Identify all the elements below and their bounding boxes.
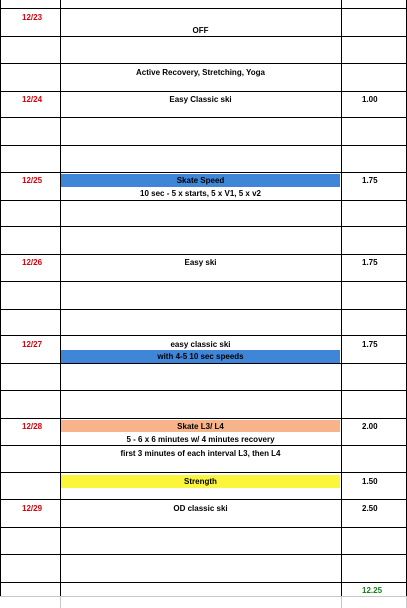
hours-cell[interactable]: 2.50	[362, 504, 378, 513]
row-border	[0, 8, 407, 9]
row-border	[0, 418, 407, 419]
row-border	[0, 390, 407, 391]
activity-detail-cell[interactable]: first 3 minutes of each interval L3, then L4	[120, 449, 281, 458]
row-border	[0, 499, 407, 500]
row-border	[0, 582, 407, 583]
row-border	[0, 309, 407, 310]
grid-line	[341, 596, 342, 608]
row-border	[0, 472, 407, 473]
date-cell[interactable]: 12/26	[22, 258, 43, 267]
column-border	[341, 0, 342, 596]
row-border	[0, 335, 407, 336]
activity-cell[interactable]: OD classic ski	[173, 504, 228, 513]
date-cell[interactable]: 12/29	[22, 504, 43, 513]
hours-cell[interactable]: 2.00	[362, 422, 378, 431]
row-border	[0, 554, 407, 555]
row-border	[0, 363, 407, 364]
row-border	[0, 200, 407, 201]
row-border	[0, 254, 407, 255]
activity-cell[interactable]: Easy Classic ski	[169, 95, 232, 104]
date-cell[interactable]: 12/25	[22, 176, 43, 185]
row-border	[0, 63, 407, 64]
date-cell[interactable]: 12/24	[22, 95, 43, 104]
hours-cell[interactable]: 1.00	[362, 95, 378, 104]
activity-cell[interactable]: OFF	[192, 26, 209, 35]
activity-detail-cell[interactable]: 10 sec - 5 x starts, 5 x V1, 5 x v2	[140, 189, 261, 198]
row-border	[0, 91, 407, 92]
row-border	[0, 117, 407, 118]
activity-cell[interactable]: easy classic ski	[170, 340, 231, 349]
activity-cell[interactable]: Active Recovery, Stretching, Yoga	[136, 68, 265, 77]
date-cell[interactable]: 12/23	[22, 13, 43, 22]
row-border	[0, 172, 407, 173]
total-hours-cell[interactable]: 12.25	[362, 586, 383, 595]
hours-cell[interactable]: 1.75	[362, 258, 378, 267]
hours-cell[interactable]: 1.75	[362, 176, 378, 185]
date-cell[interactable]: 12/27	[22, 340, 43, 349]
activity-detail-cell[interactable]: 5 - 6 x 6 minutes w/ 4 minutes recovery	[126, 435, 275, 444]
activity-cell[interactable]: Skate Speed	[176, 176, 225, 185]
hours-cell[interactable]: 1.75	[362, 340, 378, 349]
date-cell[interactable]: 12/28	[22, 422, 43, 431]
row-border	[0, 226, 407, 227]
activity-detail-cell[interactable]: with 4-5 10 sec speeds	[157, 352, 244, 361]
row-border	[0, 281, 407, 282]
row-border	[0, 145, 407, 146]
activity-cell[interactable]: Skate L3/ L4	[177, 422, 224, 431]
hours-cell[interactable]: 1.50	[362, 477, 378, 486]
activity-cell[interactable]: Easy ski	[184, 258, 217, 267]
row-border	[0, 527, 407, 528]
activity-cell[interactable]: Strength	[184, 477, 217, 486]
grid-line	[60, 596, 61, 608]
